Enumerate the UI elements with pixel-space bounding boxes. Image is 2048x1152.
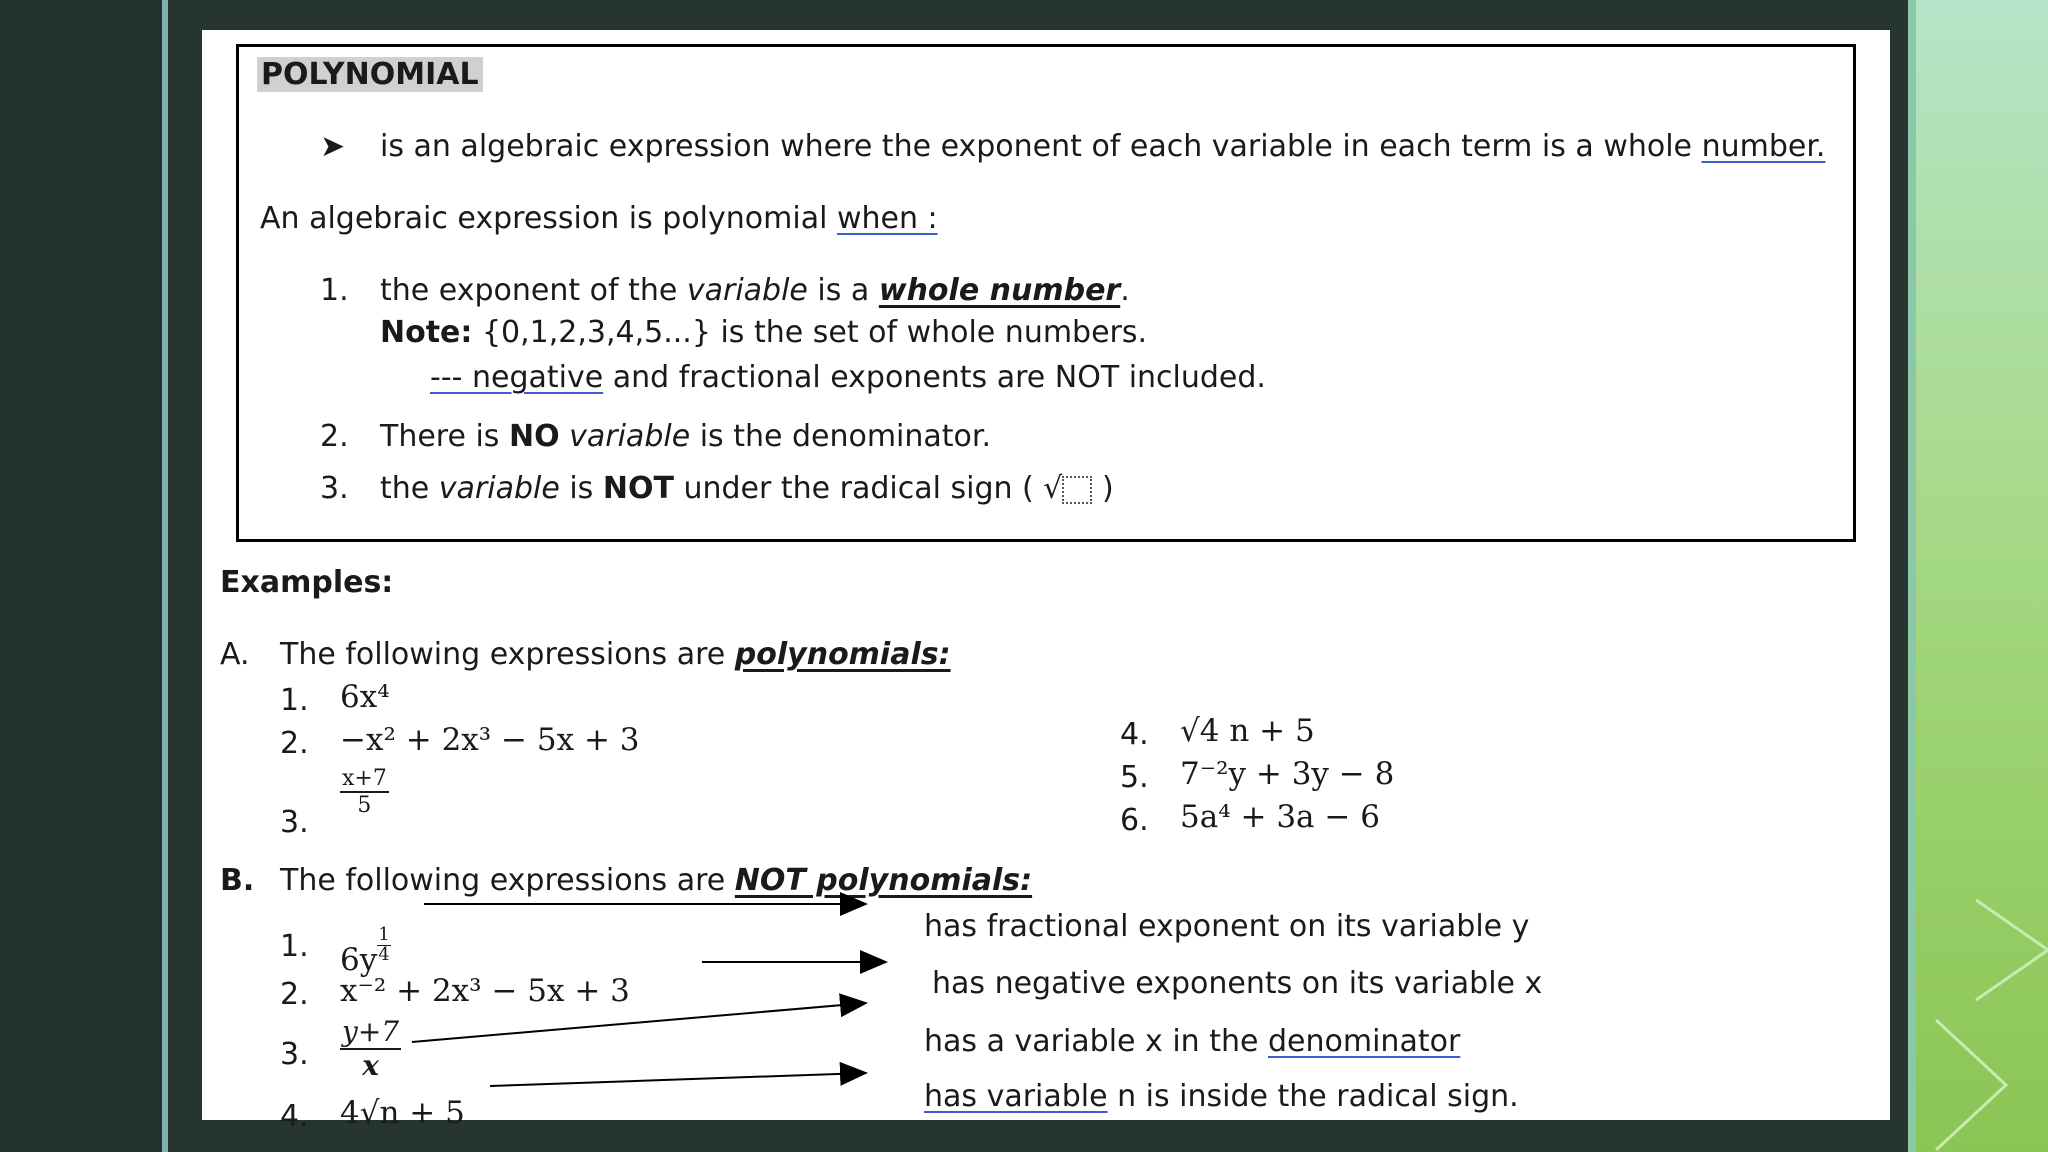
section-b-heading: The following expressions are NOT polynomials: <box>280 863 1033 898</box>
examples-title: Examples: <box>220 565 394 600</box>
b4-reason: has variable n is inside the radical sign. <box>924 1079 1519 1114</box>
a2-number: 2. <box>280 726 309 761</box>
a3-number: 3. <box>280 805 309 840</box>
b1-number: 1. <box>280 929 309 964</box>
rule-1-negative-note: --- negative and fractional exponents are NOT included. <box>430 360 1266 395</box>
b1-expression: 6y $\frac{1}{4}$ <box>340 924 390 978</box>
radical-sign-icon: √ <box>1043 471 1063 506</box>
arrow-bullet-icon: ➤ <box>320 129 346 164</box>
b4-expression: 4√n + 5 <box>340 1095 465 1131</box>
rule-1-text: the exponent of the variable is a whole number. <box>380 273 1130 308</box>
a1-number: 1. <box>280 683 309 718</box>
a6-number: 6. <box>1120 803 1149 838</box>
b2-expression: x⁻² + 2x³ − 5x + 3 <box>340 973 630 1009</box>
left-accent-stripe <box>162 0 168 1152</box>
a5-expression: 7⁻²y + 3y − 8 <box>1180 756 1395 792</box>
intro-text: An algebraic expression is polynomial when : <box>260 201 938 236</box>
slide-content-page <box>202 30 1890 1134</box>
chevron-decoration-icon <box>1916 0 2048 1152</box>
b2-number: 2. <box>280 977 309 1012</box>
b3-fraction: y+7 x <box>342 1015 400 1083</box>
a4-expression: √4 n + 5 <box>1180 713 1315 749</box>
a4-number: 4. <box>1120 717 1149 752</box>
rule-1-note: Note: {0,1,2,3,4,5...} is the set of whole numbers. <box>380 315 1148 350</box>
b4-arrow <box>490 1073 866 1086</box>
b3-number: 3. <box>280 1037 309 1072</box>
right-accent-stripe <box>1908 0 1916 1152</box>
left-sidebar-band <box>0 0 162 1152</box>
section-a-heading: The following expressions are polynomials: <box>280 637 951 672</box>
b3-arrow <box>412 1003 866 1042</box>
a3-fraction: x+7 5 <box>342 766 387 819</box>
a6-expression: 5a⁴ + 3a − 6 <box>1180 799 1380 835</box>
connector-arrows <box>202 30 1890 1120</box>
b1-reason: has fractional exponent on its variable y <box>924 909 1530 944</box>
section-b-letter: B. <box>220 863 255 898</box>
b2-reason: has negative exponents on its variable x <box>932 966 1543 1001</box>
section-a-letter: A. <box>220 637 250 672</box>
a2-expression: −x² + 2x³ − 5x + 3 <box>340 722 640 758</box>
a1-expression: 6x⁴ <box>340 679 390 715</box>
rule-1-number: 1. <box>320 273 349 308</box>
rule-2-number: 2. <box>320 419 349 454</box>
rule-2-text: There is NO variable is the denominator. <box>380 419 992 454</box>
right-decorative-panel <box>1916 0 2048 1152</box>
rule-3-text: the variable is NOT under the radical sign ( √ ) <box>380 471 1114 506</box>
b3-reason: has a variable x in the denominator <box>924 1024 1461 1059</box>
a5-number: 5. <box>1120 760 1149 795</box>
heading: POLYNOMIAL <box>257 58 483 93</box>
rule-3-number: 3. <box>320 471 349 506</box>
definition-text: is an algebraic expression where the exponent of each variable in each term is a whole number. <box>380 129 1826 164</box>
b4-number: 4. <box>280 1099 309 1134</box>
